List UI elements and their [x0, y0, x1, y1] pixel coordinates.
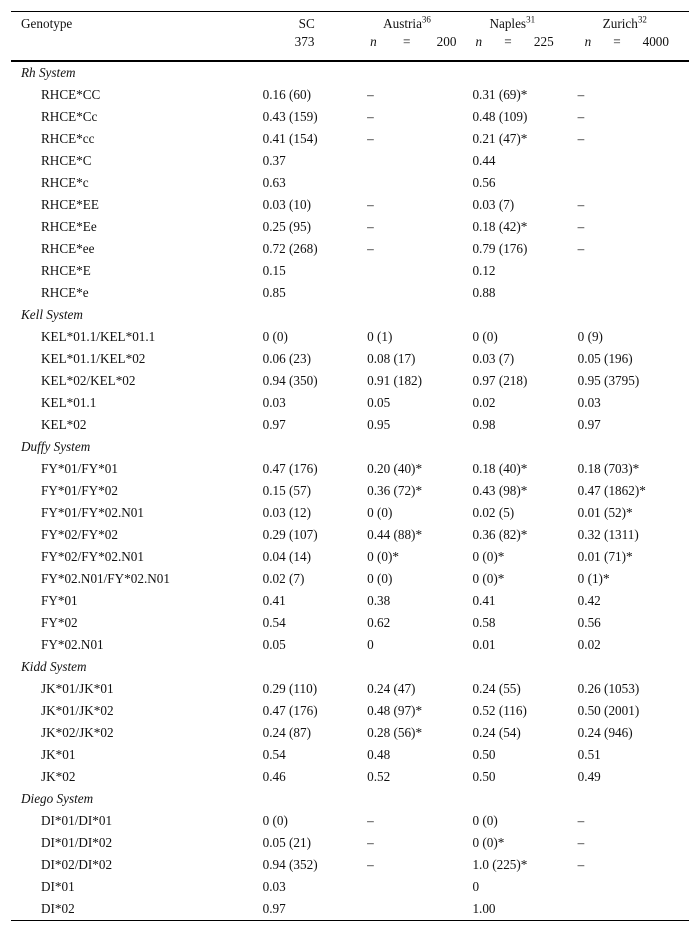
sc-cell: 0.04 (14) [262, 549, 311, 564]
section-row [11, 61, 689, 84]
zurich-cell: 0.47 (1862)* [577, 483, 646, 498]
naples-ref: 31 [526, 14, 536, 25]
zurich-cell: 0.51 [577, 747, 601, 762]
zurich-cell: 0.03 [577, 395, 601, 410]
austria-cell: 0.44 (88)* [367, 527, 423, 542]
austria-cell: 0.48 (97)* [367, 703, 423, 718]
austria-ref: 36 [421, 14, 431, 25]
table-row [11, 876, 689, 898]
table-body [11, 61, 689, 921]
naples-cell: 0.03 (7) [472, 197, 515, 212]
naples-cell: 0.24 (54) [472, 725, 521, 740]
table-row [11, 766, 689, 788]
genotype-cell: FY*01 [41, 593, 78, 608]
naples-cell: 0.36 (82)* [472, 527, 528, 542]
naples-cell: 0 (0) [472, 813, 498, 828]
table-header [11, 12, 689, 62]
table-row [11, 194, 689, 216]
table-row [11, 238, 689, 260]
naples-eq: = [504, 34, 512, 49]
zurich-cell: 0.32 (1311) [577, 527, 639, 542]
table-row [11, 568, 689, 590]
zurich-cell: 0.50 (2001) [577, 703, 640, 718]
austria-cell: 0.08 (17) [367, 351, 416, 366]
genotype-cell: FY*02.N01/FY*02.N01 [41, 571, 170, 586]
naples-cell: 0.50 [472, 769, 496, 784]
sc-cell: 0.15 (57) [262, 483, 311, 498]
table-row [11, 832, 689, 854]
table-row [11, 458, 689, 480]
genotype-cell: DI*01 [41, 879, 75, 894]
genotype-cell: RHCE*cc [41, 131, 95, 146]
sc-cell: 0.25 (95) [262, 219, 311, 234]
austria-cell: 0.05 [367, 395, 391, 410]
austria-cell: – [367, 813, 374, 828]
sc-cell: 0.15 [262, 263, 286, 278]
austria-cell [367, 876, 472, 898]
table-row [11, 370, 689, 392]
genotype-cell: FY*01/FY*02 [41, 483, 118, 498]
naples-cell: 0.02 (5) [472, 505, 515, 520]
sc-cell: 0.05 [262, 637, 286, 652]
zurich-cell: 0.02 [577, 637, 601, 652]
naples-cell: 0.48 (109) [472, 109, 528, 124]
zurich-cell: – [577, 835, 585, 850]
section-row [11, 304, 689, 326]
sc-cell: 0.47 (176) [262, 461, 318, 476]
genotype-cell: KEL*01.1/KEL*01.1 [41, 329, 156, 344]
naples-cell: 0.31 (69)* [472, 87, 528, 102]
austria-cell: 0 (1) [367, 329, 393, 344]
genotype-cell: RHCE*E [41, 263, 91, 278]
genotype-cell: RHCE*C [41, 153, 92, 168]
sc-cell: 0.94 (352) [262, 857, 318, 872]
section-title: Rh System [21, 65, 76, 80]
zurich-n-value: 4000 [642, 34, 669, 49]
genotype-cell: JK*01/JK*02 [41, 703, 114, 718]
naples-label: Naples [489, 16, 527, 31]
genotype-cell: DI*01/DI*02 [41, 835, 113, 850]
genotype-cell: FY*01/FY*01 [41, 461, 118, 476]
zurich-cell: 0.26 (1053) [577, 681, 640, 696]
table-row [11, 612, 689, 634]
genotype-cell: KEL*02 [41, 417, 87, 432]
sc-cell: 0.85 [262, 285, 286, 300]
table-row [11, 898, 689, 921]
sc-n: 373 [294, 34, 315, 49]
sc-cell: 0.05 (21) [262, 835, 311, 850]
naples-cell: 0.02 [472, 395, 496, 410]
sc-cell: 0.54 [262, 615, 286, 630]
austria-cell: 0.24 (47) [367, 681, 416, 696]
austria-cell: 0 (0) [367, 571, 393, 586]
section-title: Diego System [21, 791, 94, 806]
zurich-label: Zurich [602, 16, 638, 31]
sc-cell: 0.63 [262, 175, 286, 190]
sc-cell: 0 (0) [262, 329, 288, 344]
austria-n-value: 200 [436, 34, 457, 49]
table-row [11, 172, 689, 194]
zurich-eq: = [613, 34, 621, 49]
table-row [11, 106, 689, 128]
table-row [11, 282, 689, 304]
table-row [11, 348, 689, 370]
table-row [11, 678, 689, 700]
genotype-cell: FY*02.N01 [41, 637, 104, 652]
zurich-cell: 0.95 (3795) [577, 373, 640, 388]
sc-cell: 0.03 (10) [262, 197, 311, 212]
zurich-n-symbol: n [584, 34, 592, 49]
naples-cell: 0.18 (42)* [472, 219, 528, 234]
table-row [11, 326, 689, 348]
austria-cell [367, 282, 472, 304]
table-row [11, 634, 689, 656]
austria-cell [367, 150, 472, 172]
genotype-cell: RHCE*Cc [41, 109, 98, 124]
sc-cell: 0.03 [262, 879, 286, 894]
zurich-cell [578, 260, 689, 282]
naples-column-header [472, 12, 577, 35]
table-row [11, 524, 689, 546]
section-title: Kell System [21, 307, 83, 322]
genotype-cell: FY*02/FY*02.N01 [41, 549, 144, 564]
table-row [11, 700, 689, 722]
zurich-cell: 0.97 [577, 417, 601, 432]
zurich-cell: – [577, 219, 585, 234]
zurich-cell [578, 282, 689, 304]
sc-label: SC [298, 16, 315, 31]
section-row [11, 788, 689, 810]
zurich-cell: 0.49 [577, 769, 601, 784]
austria-cell [367, 260, 472, 282]
naples-cell: 1.00 [472, 901, 496, 916]
genotype-cell: RHCE*CC [41, 87, 101, 102]
table-row [11, 392, 689, 414]
sc-cell: 0 (0) [262, 813, 288, 828]
table-row [11, 722, 689, 744]
sc-cell: 0.97 [262, 417, 286, 432]
austria-cell: – [367, 131, 374, 146]
genotype-column-header [11, 12, 263, 35]
genotype-cell: KEL*01.1 [41, 395, 97, 410]
naples-cell: 0.24 (55) [472, 681, 521, 696]
zurich-cell [578, 898, 689, 921]
sc-cell: 0.06 (23) [262, 351, 311, 366]
sc-cell: 0.29 (110) [262, 681, 318, 696]
zurich-cell: – [577, 197, 585, 212]
austria-cell: 0.48 [367, 747, 391, 762]
table-row [11, 260, 689, 282]
naples-cell: 0 (0)* [472, 835, 505, 850]
genotype-cell: KEL*02/KEL*02 [41, 373, 136, 388]
naples-cell: 0 (0) [472, 329, 498, 344]
naples-cell: 0.97 (218) [472, 373, 528, 388]
austria-cell: – [367, 197, 374, 212]
austria-label: Austria [383, 16, 422, 31]
sc-cell: 0.94 (350) [262, 373, 318, 388]
zurich-column-header [578, 12, 689, 35]
sc-cell: 0.37 [262, 153, 286, 168]
naples-cell: 0.79 (176) [472, 241, 528, 256]
genotype-cell: RHCE*e [41, 285, 89, 300]
zurich-cell [578, 172, 689, 194]
naples-cell: 0.88 [472, 285, 496, 300]
table-row [11, 480, 689, 502]
genotype-cell: JK*02/JK*02 [41, 725, 114, 740]
table-row [11, 502, 689, 524]
austria-cell: – [367, 109, 374, 124]
zurich-cell: 0.56 [577, 615, 601, 630]
genotype-cell: RHCE*EE [41, 197, 99, 212]
genotype-cell: RHCE*ee [41, 241, 95, 256]
sc-cell: 0.29 (107) [262, 527, 318, 542]
sc-cell: 0.03 [262, 395, 286, 410]
naples-cell: 0.18 (40)* [472, 461, 528, 476]
austria-cell: 0.20 (40)* [367, 461, 423, 476]
naples-cell: 0.21 (47)* [472, 131, 528, 146]
table-row [11, 810, 689, 832]
austria-cell: 0.52 [367, 769, 391, 784]
genotype-cell: RHCE*c [41, 175, 89, 190]
naples-cell: 0.52 (116) [472, 703, 527, 718]
table-row [11, 546, 689, 568]
genotype-cell: FY*02 [41, 615, 78, 630]
naples-cell: 0.58 [472, 615, 496, 630]
genotype-frequency-table [11, 11, 689, 921]
naples-cell: 0 (0)* [472, 549, 505, 564]
naples-cell: 0.43 (98)* [472, 483, 528, 498]
austria-n-symbol: n [370, 34, 377, 49]
naples-cell: 0 (0)* [472, 571, 505, 586]
table-row [11, 590, 689, 612]
genotype-cell: DI*02/DI*02 [41, 857, 113, 872]
table-row [11, 744, 689, 766]
naples-cell: 0.44 [472, 153, 496, 168]
sc-cell: 0.41 (154) [262, 131, 318, 146]
sc-cell: 0.46 [262, 769, 286, 784]
zurich-cell: – [577, 241, 585, 256]
genotype-cell: KEL*01.1/KEL*02 [41, 351, 146, 366]
sc-cell: 0.16 (60) [262, 87, 311, 102]
section-title: Duffy System [21, 439, 91, 454]
zurich-cell: 0 (9) [577, 329, 603, 344]
zurich-cell: 0 (1)* [577, 571, 610, 586]
genotype-cell: JK*01 [41, 747, 76, 762]
genotype-cell: FY*02/FY*02 [41, 527, 118, 542]
zurich-cell: 0.42 [577, 593, 601, 608]
austria-cell: 0.91 (182) [367, 373, 423, 388]
austria-cell: 0.36 (72)* [367, 483, 423, 498]
naples-cell: 0.03 (7) [472, 351, 515, 366]
header-row-1 [11, 12, 689, 35]
zurich-cell: 0.01 (71)* [577, 549, 633, 564]
table-row [11, 854, 689, 876]
zurich-cell [578, 876, 689, 898]
austria-cell: – [367, 835, 374, 850]
zurich-cell: – [577, 87, 585, 102]
austria-cell [367, 172, 472, 194]
naples-cell: 0 [472, 879, 480, 894]
austria-cell [367, 898, 472, 921]
genotype-header-text: Genotype [21, 16, 73, 31]
zurich-cell: 0.01 (52)* [577, 505, 633, 520]
genotype-cell: RHCE*Ee [41, 219, 97, 234]
genotype-cell: JK*02 [41, 769, 76, 784]
genotype-cell: FY*01/FY*02.N01 [41, 505, 144, 520]
sc-cell: 0.54 [262, 747, 286, 762]
sc-cell: 0.47 (176) [262, 703, 318, 718]
sc-column-header [263, 12, 367, 35]
section-title: Kidd System [21, 659, 87, 674]
table-row [11, 216, 689, 238]
zurich-cell: – [577, 813, 585, 828]
austria-cell: – [367, 857, 374, 872]
zurich-cell: – [577, 109, 585, 124]
austria-cell: 0 [367, 637, 374, 652]
zurich-cell: 0.18 (703)* [577, 461, 640, 476]
sc-cell: 0.43 (159) [262, 109, 318, 124]
naples-cell: 0.01 [472, 637, 496, 652]
table-row [11, 128, 689, 150]
section-row [11, 656, 689, 678]
austria-cell: 0 (0)* [367, 549, 399, 564]
zurich-cell: 0.24 (946) [577, 725, 633, 740]
austria-eq: = [402, 34, 411, 49]
sc-cell: 0.02 (7) [262, 571, 305, 586]
zurich-cell [578, 150, 689, 172]
naples-cell: 0.12 [472, 263, 496, 278]
austria-cell: 0 (0) [367, 505, 393, 520]
zurich-ref: 32 [637, 14, 647, 25]
zurich-cell: – [577, 131, 585, 146]
naples-cell: 0.98 [472, 417, 496, 432]
naples-cell: 0.50 [472, 747, 496, 762]
naples-cell: 0.41 [472, 593, 496, 608]
table-row [11, 150, 689, 172]
sc-cell: 0.03 (12) [262, 505, 311, 520]
genotype-cell: DI*02 [41, 901, 75, 916]
sc-cell: 0.41 [262, 593, 286, 608]
genotype-cell: DI*01/DI*01 [41, 813, 113, 828]
naples-n-symbol: n [475, 34, 483, 49]
sc-cell: 0.97 [262, 901, 286, 916]
genotype-cell: JK*01/JK*01 [41, 681, 114, 696]
zurich-cell: 0.05 (196) [577, 351, 633, 366]
table-row [11, 414, 689, 436]
naples-cell: 0.56 [472, 175, 496, 190]
sc-cell: 0.72 (268) [262, 241, 318, 256]
austria-cell: 0.95 [367, 417, 391, 432]
table-row [11, 84, 689, 106]
austria-cell: – [367, 241, 374, 256]
austria-column-header [367, 12, 472, 35]
section-row [11, 436, 689, 458]
austria-cell: 0.28 (56)* [367, 725, 423, 740]
naples-n-value: 225 [533, 34, 554, 49]
austria-cell: 0.62 [367, 615, 391, 630]
austria-cell: – [367, 219, 374, 234]
zurich-cell: – [577, 857, 585, 872]
austria-cell: – [367, 87, 374, 102]
austria-cell: 0.38 [367, 593, 391, 608]
header-row-2 [11, 34, 689, 61]
naples-cell: 1.0 (225)* [472, 857, 528, 872]
sc-cell: 0.24 (87) [262, 725, 311, 740]
